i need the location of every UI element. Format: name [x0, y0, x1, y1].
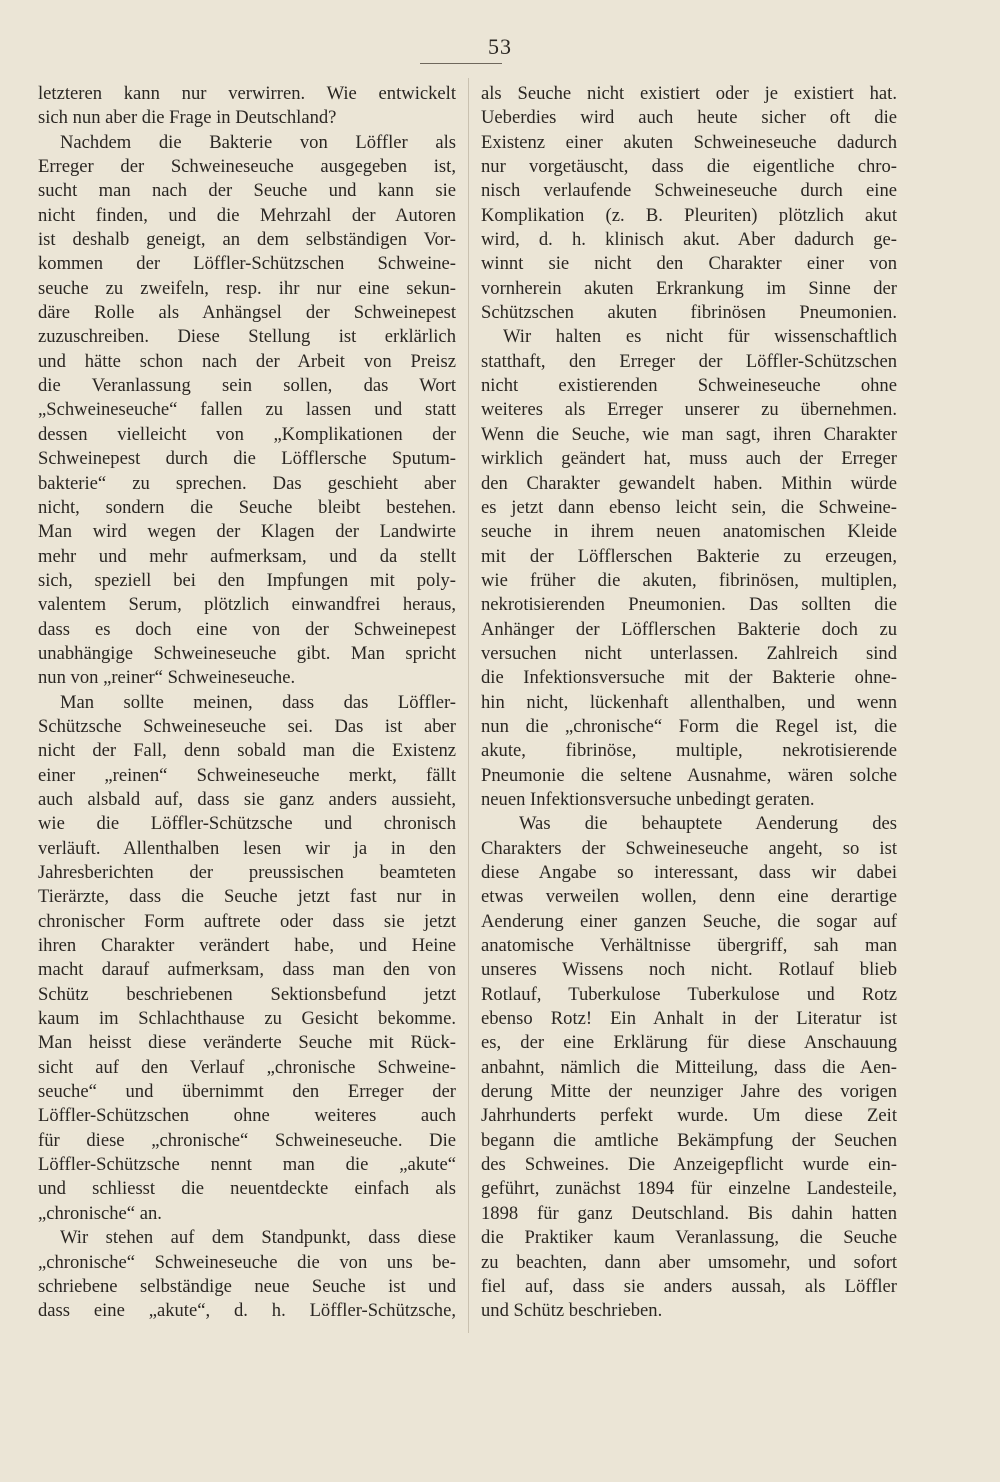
text-line: Schütz beschriebenen Sektionsbefund jetzt: [38, 983, 456, 1005]
text-line: Löffler-Schützschen ohne weiteres auch: [38, 1105, 456, 1127]
text-line: kommen der Löffler-Schützschen Schweine-: [38, 253, 456, 275]
text-line: versuchen nicht unterlassen. Zahlreich sind: [481, 642, 897, 664]
text-line: „Schweineseuche“ fallen zu lassen und statt: [38, 399, 456, 421]
text-line: letzteren kann nur verwirren. Wie entwickelt: [38, 83, 456, 104]
text-line: vornherein akuten Erkrankung im Sinne der: [481, 277, 897, 299]
text-line: Wir stehen auf dem Standpunkt, dass diese: [60, 1227, 456, 1249]
text-line: nun von „reiner“ Schweineseuche.: [38, 667, 296, 689]
text-line: die Praktiker kaum Veranlassung, die Seuche: [481, 1227, 897, 1249]
text-line: zu beachten, dann aber umsomehr, und sofort: [481, 1251, 897, 1273]
text-line: „chronische“ Schweineseuche die von uns be-: [38, 1251, 456, 1273]
text-line: wie die Löffler-Schützsche und chronisch: [38, 813, 456, 835]
text-line: Erreger der Schweineseuche ausgegeben ist,: [38, 156, 456, 178]
text-line: unabhängige Schweineseuche gibt. Man spricht: [38, 642, 456, 664]
page-number: 53: [488, 34, 512, 59]
text-line: statthaft, den Erreger der Löffler-Schützschen: [481, 350, 897, 372]
text-line: bakterie“ zu sprechen. Das geschieht aber: [38, 472, 456, 494]
text-line: Jahresberichten der preussischen beamteten: [38, 862, 456, 883]
text-line: des Schweines. Die Anzeigepflicht wurde ein-: [481, 1154, 897, 1176]
text-line: nicht, sondern die Seuche bleibt bestehen.: [38, 496, 456, 518]
text-line: Existenz einer akuten Schweineseuche dadurch: [481, 131, 897, 153]
text-line: den Charakter gewandelt haben. Mithin würde: [481, 472, 897, 494]
text-line: ist deshalb geneigt, an dem selbständigen Vor-: [38, 229, 456, 251]
text-line: akute, fibrinöse, multiple, nekrotisierende: [481, 740, 897, 762]
text-line: es, der eine Erklärung für diese Anschauung: [481, 1032, 897, 1054]
text-line: fiel auf, dass sie anders aussah, als Löffler: [481, 1275, 897, 1297]
text-line: schriebene selbständige neue Seuche ist und: [38, 1275, 456, 1297]
text-line: Rotlauf, Tuberkulose Tuberkulose und Rotz: [481, 983, 897, 1005]
text-line: wird, d. h. klinisch akut. Aber dadurch ge-: [481, 229, 897, 251]
text-line: dessen vielleicht von „Komplikationen der: [38, 423, 456, 445]
text-line: macht darauf aufmerksam, dass man den von: [38, 959, 456, 981]
text-line: mehr und mehr aufmerksam, und da stellt: [38, 545, 456, 567]
left-column: [38, 82, 456, 1324]
text-line: und hätte schon nach der Arbeit von Preisz: [38, 350, 456, 372]
text-line: seuche in ihrem neuen anatomischen Kleide: [481, 521, 897, 543]
text-line: neuen Infektionsversuche unbedingt geraten.: [481, 788, 815, 810]
text-line: begann die amtliche Bekämpfung der Seuchen: [481, 1129, 897, 1151]
text-line: unseres Wissens noch nicht. Rotlauf blieb: [481, 959, 897, 981]
text-line: „chronische“ an.: [38, 1202, 162, 1224]
text-line: Man heisst diese veränderte Seuche mit Rück-: [38, 1032, 456, 1054]
text-line: Schweinepest durch die Löfflersche Sputum-: [38, 448, 456, 470]
text-line: mit der Löfflerschen Bakterie zu erzeugen,: [481, 545, 897, 567]
text-line: anatomische Verhältnisse übergriff, sah man: [481, 935, 897, 957]
text-line: es jetzt dann ebenso leicht sein, die Schweine-: [481, 496, 897, 518]
text-line: Tierärzte, dass die Seuche jetzt fast nur in: [38, 886, 456, 908]
text-line: Jahrhunderts perfekt wurde. Um diese Zeit: [481, 1105, 897, 1127]
text-line: und Schütz beschrieben.: [481, 1300, 663, 1322]
text-line: sicht auf den Verlauf „chronische Schweine-: [38, 1056, 456, 1078]
text-line: dass es doch eine von der Schweinepest: [38, 618, 456, 640]
text-line: einer „reinen“ Schweineseuche merkt, fällt: [38, 764, 456, 786]
text-line: ebenso Rotz! Ein Anhalt in der Literatur ist: [481, 1008, 897, 1030]
text-line: Löffler-Schützsche nennt man die „akute“: [38, 1154, 456, 1176]
text-line: nisch verlaufende Schweineseuche durch eine: [481, 180, 897, 202]
text-line: auch alsbald auf, dass sie ganz anders aussieht,: [38, 788, 456, 810]
text-line: wirklich geändert hat, muss auch der Erreger: [481, 448, 897, 470]
header-rule: [420, 63, 502, 64]
text-line: wie früher die akuten, fibrinösen, multiplen,: [481, 569, 897, 591]
text-line: valentem Serum, plötzlich einwandfrei heraus,: [38, 594, 456, 616]
text-line: diese Angabe so interessant, dass wir dabei: [481, 862, 897, 883]
text-line: seuche zu zweifeln, resp. ihr nur eine sekun-: [38, 277, 456, 299]
text-line: zuzuschreiben. Diese Stellung ist erklärlich: [38, 326, 456, 348]
text-line: kaum im Schlachthause zu Gesicht bekomme.: [38, 1008, 456, 1030]
text-line: nekrotisierenden Pneumonien. Das sollten die: [481, 594, 897, 616]
text-line: sucht man nach der Seuche und kann sie: [38, 180, 456, 202]
text-line: sich nun aber die Frage in Deutschland?: [38, 107, 337, 129]
text-line: dass eine „akute“, d. h. Löffler-Schützsche,: [38, 1300, 456, 1322]
text-line: verläuft. Allenthalben lesen wir ja in den: [38, 837, 456, 859]
right-column: [481, 82, 897, 1324]
text-line: Nachdem die Bakterie von Löffler als: [60, 131, 456, 153]
text-line: Man sollte meinen, dass das Löffler-: [60, 691, 456, 713]
text-line: Ueberdies wird auch heute sicher oft die: [481, 107, 897, 129]
text-line: weiteres als Erreger unserer zu übernehmen.: [481, 399, 897, 421]
text-line: sich, speziell bei den Impfungen mit poly-: [38, 569, 456, 591]
text-line: Pneumonie die seltene Ausnahme, wären solche: [481, 764, 897, 786]
text-line: Charakters der Schweineseuche angeht, so ist: [481, 837, 897, 859]
text-line: Komplikation (z. B. Pleuriten) plötzlich akut: [481, 204, 897, 226]
text-line: etwas verweilen wollen, denn eine derartige: [481, 886, 897, 908]
text-line: Man wird wegen der Klagen der Landwirte: [38, 521, 456, 543]
text-line: und schliesst die neuentdeckte einfach als: [38, 1178, 456, 1200]
text-line: däre Rolle als Anhängsel der Schweinepest: [38, 302, 456, 324]
text-line: nicht existierenden Schweineseuche ohne: [481, 375, 897, 397]
text-line: Aenderung einer ganzen Seuche, die sogar auf: [481, 910, 897, 932]
text-line: Wenn die Seuche, wie man sagt, ihren Charakter: [481, 423, 897, 445]
text-line: Wir halten es nicht für wissenschaftlich: [503, 326, 897, 348]
text-line: hin nicht, lückenhaft allenthalben, und wenn: [481, 691, 897, 713]
text-line: für diese „chronische“ Schweineseuche. Die: [38, 1129, 456, 1151]
text-line: derung Mitte der neunziger Jahre des vorigen: [481, 1081, 897, 1103]
text-line: die Infektionsversuche mit der Bakterie ohne-: [481, 667, 897, 689]
text-line: seuche“ und übernimmt den Erreger der: [38, 1081, 456, 1103]
text-line: Schützschen akuten fibrinösen Pneumonien.: [481, 302, 897, 324]
column-divider: [468, 78, 469, 1333]
text-line: ihren Charakter verändert habe, und Heine: [38, 935, 456, 957]
text-line: Was die behauptete Aenderung des: [519, 813, 897, 835]
text-line: Anhänger der Löfflerschen Bakterie doch zu: [481, 618, 897, 640]
text-line: nicht der Fall, denn sobald man die Existenz: [38, 740, 456, 762]
text-line: Schützsche Schweineseuche sei. Das ist aber: [38, 715, 456, 737]
text-line: anbahnt, nämlich die Mitteilung, dass die Aen-: [481, 1056, 897, 1078]
text-line: nun die „chronische“ Form die Regel ist, die: [481, 715, 897, 737]
text-line: als Seuche nicht existiert oder je existiert hat.: [481, 83, 897, 104]
text-line: winnt sie nicht den Charakter einer von: [481, 253, 897, 275]
text-line: die Veranlassung sein sollen, das Wort: [38, 375, 456, 397]
text-line: nur vorgetäuscht, dass die eigentliche chro-: [481, 156, 897, 178]
text-line: chronischer Form auftrete oder dass sie jetzt: [38, 910, 456, 932]
text-line: nicht finden, und die Mehrzahl der Autoren: [38, 204, 456, 226]
text-line: 1898 für ganz Deutschland. Bis dahin hatten: [481, 1202, 897, 1224]
text-line: geführt, zunächst 1894 für einzelne Landesteile,: [481, 1178, 897, 1200]
